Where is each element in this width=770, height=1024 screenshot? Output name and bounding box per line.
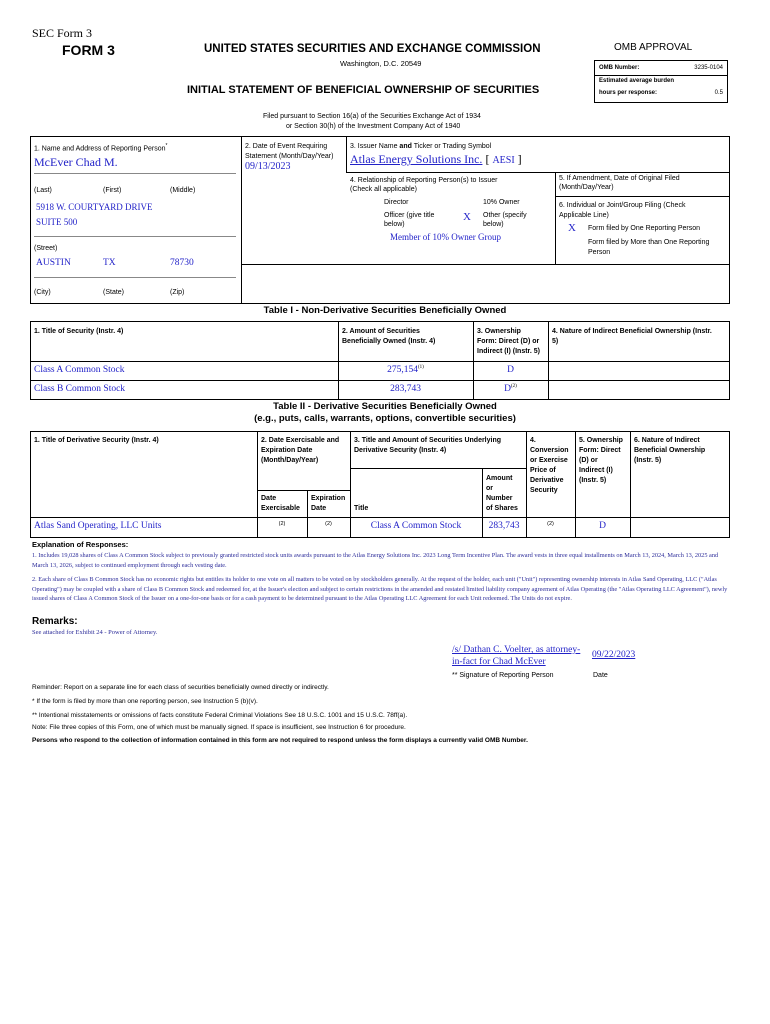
omb-burden-label: Estimated average burden [599, 78, 675, 84]
reporting-person-name: McEver Chad M. [34, 155, 118, 169]
explanation-note-2: 2. Each share of Class B Common Stock has no economic rights but entitles its holder to one vote on all matters to be voted on by stockholders generally. At the request of the holder, each unit ("Unit") representing ownership interests in Atlas Sand Operating, LLC ("Atlas Operating") may be coupled with a share of Class B Common Stock and redeemed for, at the Issuer's election and subject to certain restrictions in the amended and restated limited liability company agreement of Atlas Operating (the "Atlas Operating LLC Agreement"), newly issued shares of Class A Common Stock of the Issuer on a one-for-one basis or for a cash payment to be determined pursuant to the Atlas Operating LLC Agreement for each Unit redeemed. The Units do not expire. [32, 576, 728, 602]
one-person-check-mark: X [568, 222, 576, 234]
table2-title-2: (e.g., puts, calls, warrants, options, convertible securities) [254, 413, 516, 424]
table2-col-price-6: Security [530, 487, 558, 494]
explanation-note-1: 1. Includes 19,028 shares of Class A Common Stock subject to previously granted restricted stock units awards pursuant to the Atlas Energy Solutions Inc. 2023 Long Term Incentive Plan. The award vests in three equal installments on March 13, 2024, March 13, 2025 and March 13, 2026, subject to continued employment through each vesting date. [32, 552, 719, 569]
filed-line-1: Filed pursuant to Section 16(a) of the Securities Exchange Act of 1934 [263, 113, 481, 120]
table1-row2-title: Class B Common Stock [34, 384, 126, 394]
table2-col-nature-2: Beneficial Ownership [634, 447, 706, 454]
omb-number-label: OMB Number: [599, 65, 640, 71]
table2-col-price-1: 4. [530, 437, 536, 444]
table2-col-underlying-2: Derivative Security (Instr. 4) [354, 447, 447, 454]
state-label: (State) [103, 289, 125, 296]
signature-label: ** Signature of Reporting Person [452, 672, 554, 679]
table2-sub-expiration-2: Date [311, 505, 327, 512]
officer-label-2: below) [384, 221, 405, 228]
other-label-1: Other (specify [483, 212, 527, 219]
box4-label-2: (Check all applicable) [350, 186, 417, 193]
signature-date-label: Date [593, 672, 608, 679]
zip-label: (Zip) [170, 289, 185, 296]
table1-col-form-1: 3. Ownership [477, 328, 521, 335]
table2-row1-exercisable: (2) [278, 521, 286, 527]
table2-col-dates-1: 2. Date Exercisable and [261, 437, 340, 444]
sec-form-label: SEC Form 3 [32, 26, 93, 40]
table2-col-nature-3: (Instr. 5) [634, 457, 662, 464]
box3-label: 3. Issuer Name and Ticker or Trading Symbol [350, 143, 492, 150]
omb-hours-label: hours per response: [599, 90, 658, 96]
event-date: 09/13/2023 [245, 161, 291, 172]
star-note: * If the form is filed by more than one reporting person, see Instruction 5 (b)(v). [32, 698, 258, 705]
signature-line-1: /s/ Dathan C. Voelter, as attorney- [452, 645, 581, 655]
table2-title-1: Table II - Derivative Securities Beneficially Owned [273, 401, 497, 412]
table2-col-price-4: Price of [530, 467, 556, 474]
zip-value: 78730 [170, 258, 194, 268]
remarks-heading: Remarks: [32, 616, 78, 627]
table1-row1-form: D [507, 365, 514, 375]
table2-col-form-4: Indirect (I) [579, 467, 613, 474]
box2-label-2: Statement (Month/Day/Year) [245, 153, 334, 160]
box1-label: 1. Name and Address of Reporting Person* [34, 143, 168, 153]
table1-col-nature-1: 4. Nature of Indirect Beneficial Ownership (Instr. [552, 328, 712, 335]
table2-col-form-2: Form: Direct [579, 447, 621, 454]
table1-row1-title: Class A Common Stock [34, 365, 125, 375]
box5-label-2: (Month/Day/Year) [559, 184, 614, 191]
table2-sub-expiration-1: Expiration [311, 495, 346, 502]
table2-sub-exercisable-2: Exercisable [261, 505, 300, 512]
city-label: (City) [34, 289, 51, 296]
form-title: INITIAL STATEMENT OF BENEFICIAL OWNERSHIP OF SECURITIES [187, 84, 540, 96]
table2-sub-amount-3: Number [486, 495, 513, 502]
other-label-2: below) [483, 221, 504, 228]
street-line-1: 5918 W. COURTYARD DRIVE [36, 202, 153, 212]
table1-row2-form: $D^{(2)}$ [504, 384, 517, 395]
table2-row1-form: D [599, 521, 606, 531]
remarks-text: See attached for Exhibit 24 - Power of Attorney. [32, 629, 158, 636]
issuer-ticker: AESI [492, 155, 515, 166]
director-label: Director [384, 199, 409, 206]
table2-sub-amount-1: Amount [486, 475, 513, 482]
one-reporting-person-label: Form filed by One Reporting Person [588, 225, 701, 232]
explanation-heading: Explanation of Responses: [32, 540, 129, 549]
table1-row2-amount: 283,743 [390, 384, 421, 394]
table2-row1-title: Atlas Sand Operating, LLC Units [34, 521, 162, 531]
filed-line-2: or Section 30(h) of the Investment Company Act of 1940 [286, 123, 461, 130]
city-value: AUSTIN [36, 258, 71, 268]
omb-number: 3235-0104 [694, 65, 723, 71]
signature-date: 09/22/2023 [592, 650, 636, 660]
table2-col-nature-1: 6. Nature of Indirect [634, 437, 700, 444]
multi-person-label-1: Form filed by More than One Reporting [588, 239, 710, 246]
table2-col-dates-2: Expiration Date [261, 447, 313, 454]
relationship-other-text: Member of 10% Owner Group [390, 232, 501, 242]
omb-approval-title: OMB APPROVAL [614, 42, 693, 53]
middle-label: (Middle) [170, 187, 196, 194]
last-label: (Last) [34, 187, 52, 194]
table2-col-price-2: Conversion [530, 447, 569, 454]
signature-line-2: in-fact for Chad McEver [452, 657, 546, 667]
street-label: (Street) [34, 245, 58, 252]
table1-col-nature-2: 5) [552, 338, 559, 345]
box6-label-2: Applicable Line) [559, 212, 609, 219]
table2-col-form-1: 5. Ownership [579, 437, 623, 444]
box5-label-1: 5. If Amendment, Date of Original Filed [559, 175, 680, 182]
omb-hours: 0.5 [714, 90, 723, 96]
first-label: (First) [103, 187, 122, 194]
table2-col-form-5: (Instr. 5) [579, 477, 607, 484]
table2-col-price-5: Derivative [530, 477, 564, 484]
table2-col-form-3: (D) or [579, 457, 598, 464]
table2-col-underlying-1: 3. Title and Amount of Securities Underlying [354, 437, 502, 444]
table2-sub-exercisable-1: Date [261, 495, 277, 502]
table2-row1-amount: 283,743 [488, 521, 520, 531]
omb-box [594, 60, 728, 103]
street-line-2: SUITE 500 [36, 217, 78, 227]
file-copies-note: Note: File three copies of this Form, one of which must be manually signed. If space is insufficient, see Instruction 6 for procedure. [32, 724, 406, 731]
form-number: FORM 3 [62, 42, 115, 58]
reminder-text: Reminder: Report on a separate line for each class of securities beneficially owned directly or indirectly. [32, 684, 329, 691]
table1-col-amount-1: 2. Amount of Securities [342, 328, 420, 335]
agency-title: UNITED STATES SECURITIES AND EXCHANGE COMMISSION [204, 43, 541, 55]
table1-row1-amount: 275,154$^{(1)}$ [387, 365, 424, 376]
officer-label-1: Officer (give title [384, 212, 435, 219]
multi-person-label-2: Person [588, 249, 611, 256]
box6-label-1: 6. Individual or Joint/Group Filing (Check [559, 202, 686, 209]
issuer-name: Atlas Energy Solutions Inc. [350, 152, 483, 166]
box4-label-1: 4. Relationship of Reporting Person(s) to Issuer [350, 177, 498, 184]
table2-col-dates-3: (Month/Day/Year) [261, 457, 319, 464]
table2-sub-amount-2: or [486, 485, 493, 492]
starstar-note: ** Intentional misstatements or omissions of facts constitute Federal Criminal Violations See 18 U.S.C. 1001 and 15 U.S.C. 78ff(a). [32, 712, 408, 719]
signature-block [452, 644, 580, 668]
table2-col-title: 1. Title of Derivative Security (Instr. 4) [34, 437, 159, 444]
ten-pct-owner-label: 10% Owner [483, 199, 520, 206]
table1-col-form-3: Indirect (I) (Instr. 5) [477, 348, 541, 355]
table2-col-price-3: or Exercise [530, 457, 568, 464]
issuer-line: Atlas Energy Solutions Inc. [ AESI ] [350, 152, 522, 166]
omb-persons-note: Persons who respond to the collection of information contained in this form are not required to respond unless the form displays a currently valid OMB Number. [32, 737, 528, 744]
table1-title: Table I - Non-Derivative Securities Beneficially Owned [263, 305, 507, 316]
table2-row1-underlying: Class A Common Stock [370, 521, 462, 531]
table1-col-amount-2: Beneficially Owned (Instr. 4) [342, 338, 436, 345]
table1-col-form-2: Form: Direct (D) or [477, 338, 540, 345]
other-check-mark: X [463, 211, 471, 223]
table2-sub-amount-4: of Shares [486, 505, 518, 512]
table2-row1-expiration: (2) [325, 521, 332, 527]
state-value: TX [103, 258, 116, 268]
table1-col-title: 1. Title of Security (Instr. 4) [34, 328, 124, 335]
agency-location: Washington, D.C. 20549 [340, 59, 422, 68]
box2-label-1: 2. Date of Event Requiring [245, 143, 328, 150]
table2-row1-price: (2) [547, 521, 554, 527]
table2-sub-title: Title [354, 505, 369, 512]
